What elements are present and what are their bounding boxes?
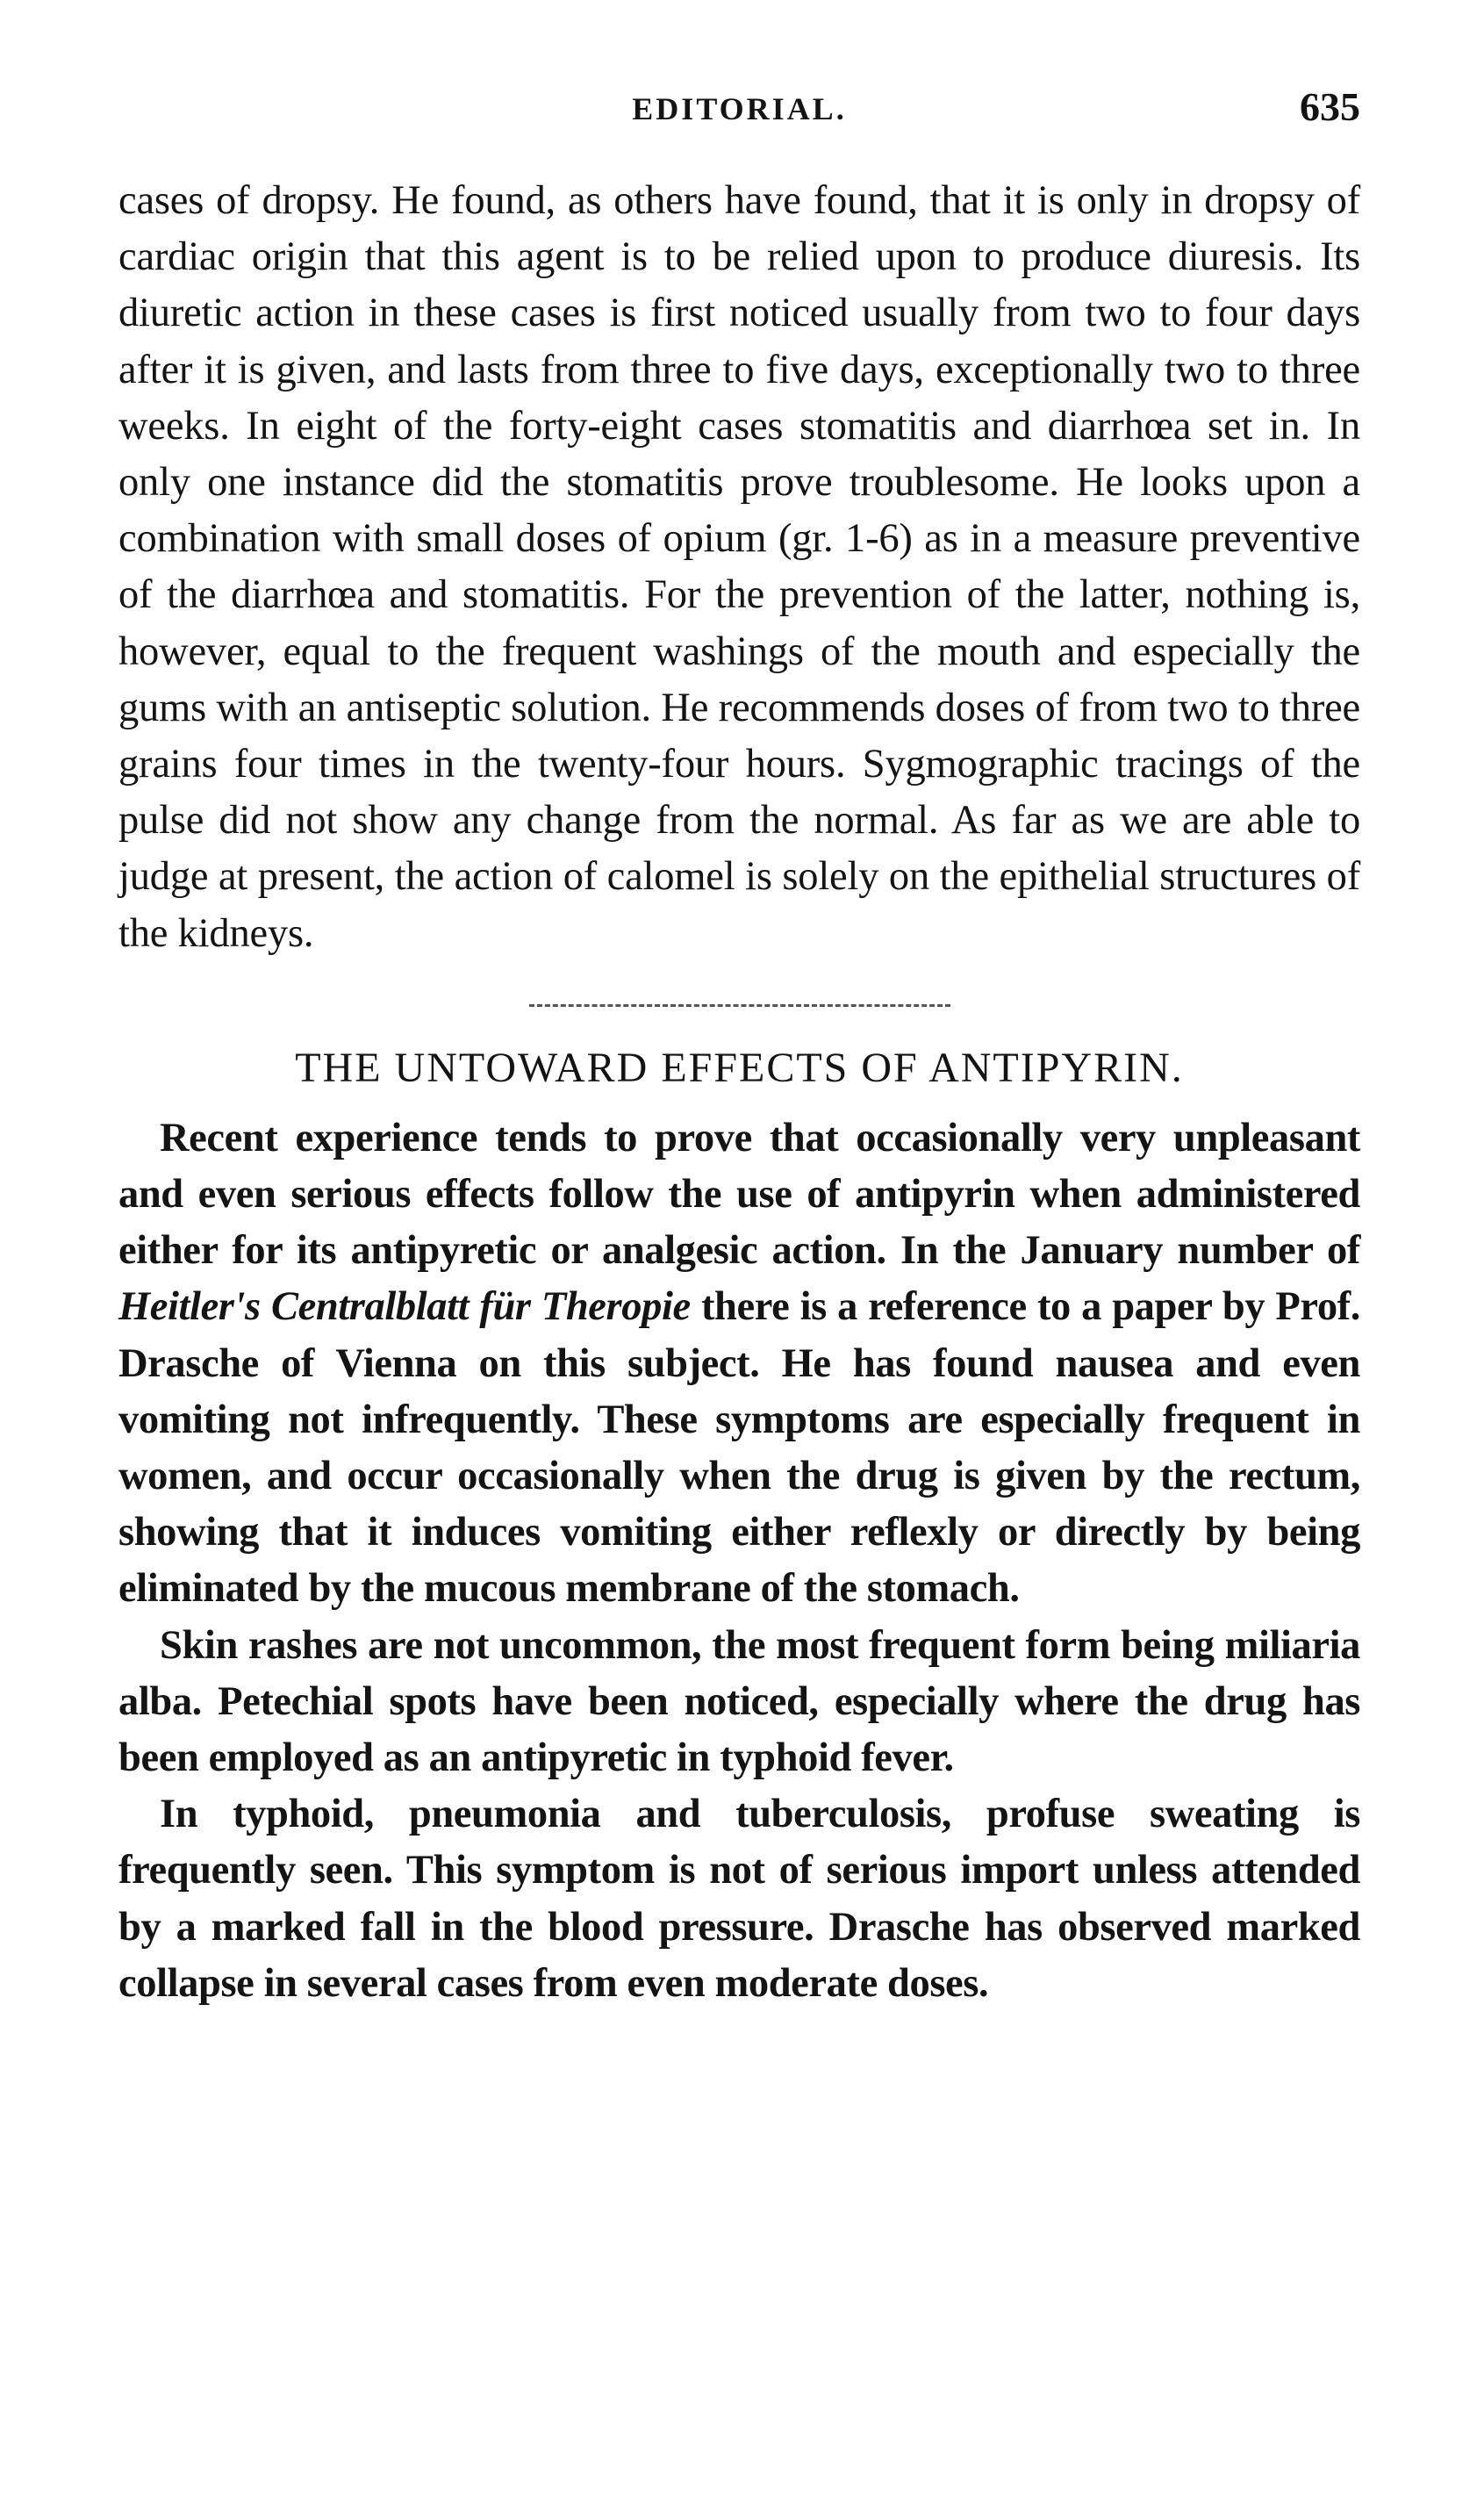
paragraph-1-text-end: there is a reference to a paper by Prof. Drasche of Vienna on this subject. He has found nausea and even vomiting not infrequently. These symptoms are especially frequent in women, and occur occasionally when the drug is given by the rectum, showing that it induces vomiting either reflexly or directly by being eliminated by the mucous membrane of the stomach. [118, 1284, 1360, 1612]
section-paragraph-2: Skin rashes are not uncommon, the most frequent form being miliaria alba. Petechial spots have been noticed, especially where the drug has been employed as an antipyretic in typhoid fever. [118, 1622, 1360, 1781]
page-header [118, 83, 1360, 154]
continued-paragraph: cases of dropsy. He found, as others have found, that it is only in dropsy of cardiac origin that this agent is to be relied upon to produce diuresis. Its diuretic action in these cases is first noticed usually from two to four days after it is given, and lasts from three to five days, exceptionally two to three weeks. In eight of the forty-eight cases stomatitis and diarrhœa set in. In only one instance did the stomatitis prove troublesome. He looks upon a combination with small doses of opium (gr. 1-6) as in a measure preventive of the diarrhœa and stomatitis. For the prevention of the latter, nothing is, however, equal to the frequent washings of the mouth and especially the gums with an antiseptic solution. He recommends doses of from two to three grains four times in the twenty-four hours. Sygmographic tracings of the pulse did not show any change from the normal. As far as we are able to judge at present, the action of calomel is solely on the epithelial structures of the kidneys. [118, 178, 1360, 956]
document-page [118, 83, 1360, 2012]
section-paragraph-1 [118, 1110, 1360, 1618]
journal-title: Heitler's Centralblatt für Theropie [118, 1284, 691, 1330]
running-head: EDITORIAL. [632, 91, 847, 126]
page-number: 635 [1300, 84, 1360, 129]
section-paragraph-3: In typhoid, pneumonia and tuberculosis, profuse sweating is frequently seen. This symptom is not of serious import unless attended by a marked fall in the blood pressure. Drasche has observed marked collapse in several cases from even moderate doses. [118, 1792, 1360, 2006]
paragraph-1-text-start: Recent experience tends to prove that occasionally very unpleasant and even serious effects follow the use of antipyrin when administered either for its antipyretic or analgesic action. In the January number of [118, 1115, 1360, 1274]
section-title: THE UNTOWARD EFFECTS OF ANTIPYRIN. [295, 1044, 1184, 1091]
section-divider [529, 1004, 950, 1007]
